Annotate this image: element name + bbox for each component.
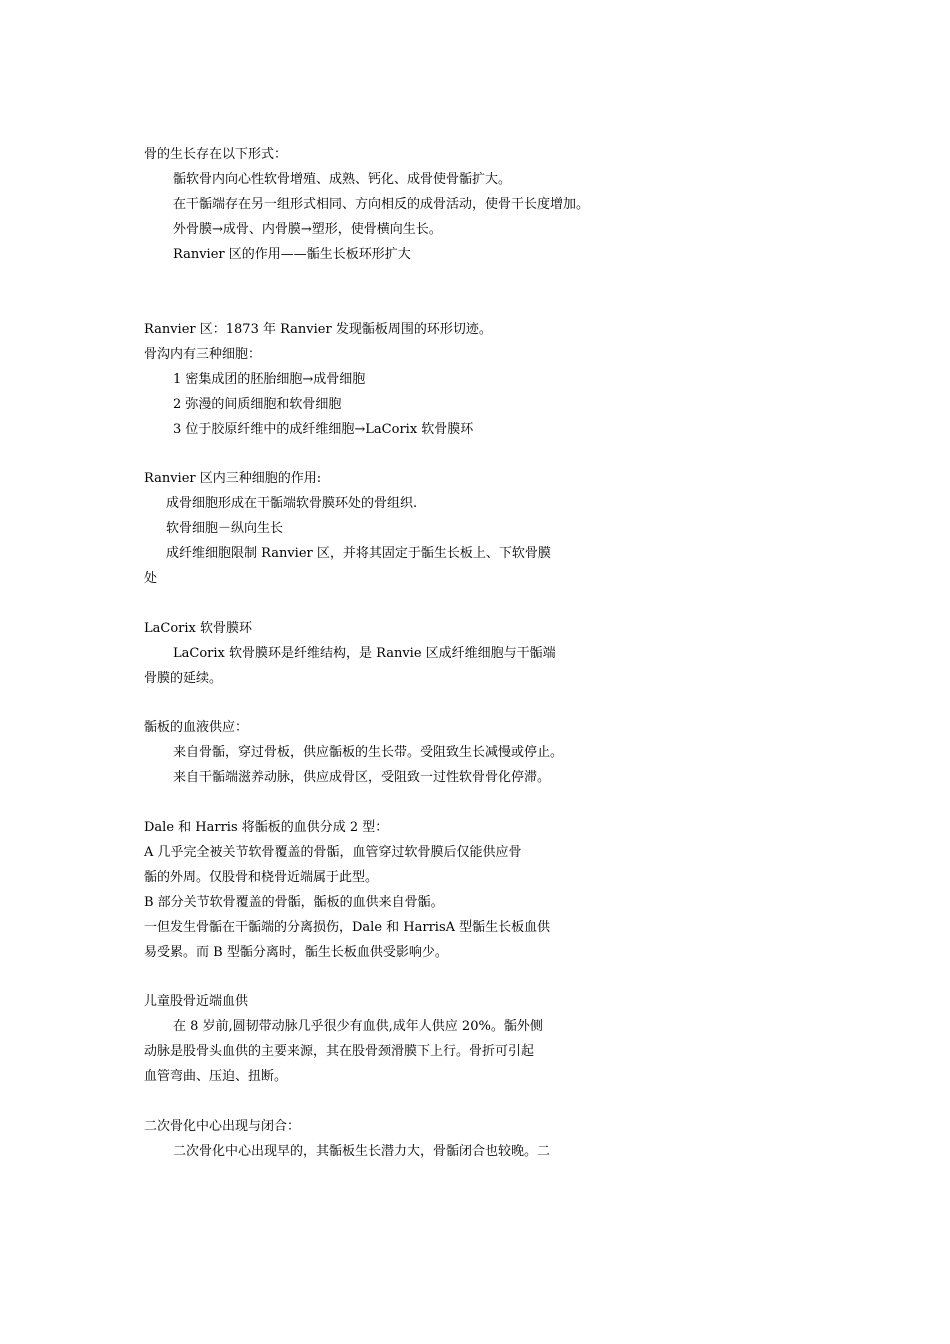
text-line: 成骨细胞形成在干骺端软骨膜环处的骨组织. <box>166 496 418 511</box>
text-line: 骺软骨内向心性软骨增殖、成熟、钙化、成骨使骨骺扩大。 <box>173 172 512 187</box>
text-line: 易受累。而 B 型骺分离时，骺生长板血供受影响少。 <box>144 945 448 960</box>
text-line: Ranvier 区内三种细胞的作用: <box>144 471 322 486</box>
text-line: 处 <box>144 571 158 586</box>
text-line: 1 密集成团的胚胎细胞→成骨细胞 <box>173 372 366 387</box>
text-line: 2 弥漫的间质细胞和软骨细胞 <box>173 397 342 412</box>
text-line: B 部分关节软骨覆盖的骨骺，骺板的血供来自骨骺。 <box>144 895 444 910</box>
text-line: LaCorix 软骨膜环 <box>144 621 252 636</box>
text-line: 骨沟内有三种细胞： <box>144 347 262 362</box>
text-line: 骺的外周。仅股骨和桡骨近端属于此型。 <box>144 870 379 885</box>
text-line: 在干骺端存在另一组形式相同、方向相反的成骨活动，使骨干长度增加。 <box>173 197 590 212</box>
text-line: 来自干骺端滋养动脉，供应成骨区，受阻致一过性软骨骨化停滞。 <box>173 770 551 785</box>
text-line: A 几乎完全被关节软骨覆盖的骨骺，血管穿过软骨膜后仅能供应骨 <box>144 845 522 860</box>
text-line: 成纤维细胞限制 Ranvier 区，并将其固定于骺生长板上、下软骨膜 <box>166 546 551 561</box>
text-line: LaCorix 软骨膜环是纤维结构，是 Ranvie 区成纤维细胞与干骺端 <box>173 646 556 661</box>
text-line: 动脉是股骨头血供的主要来源，其在股骨颈滑膜下上行。骨折可引起 <box>144 1044 535 1059</box>
text-line: Dale 和 Harris 将骺板的血供分成 2 型： <box>144 820 389 835</box>
text-line: 3 位于胶原纤维中的成纤维细胞→LaCorix 软骨膜环 <box>173 422 474 437</box>
text-line: 来自骨骺，穿过骨板，供应骺板的生长带。受阻致生长减慢或停止。 <box>173 745 564 760</box>
text-line: 二次骨化中心出现与闭合： <box>144 1119 301 1134</box>
text-line: 在 8 岁前,圆韧带动脉几乎很少有血供,成年人供应 20%。骺外侧 <box>173 1019 543 1034</box>
text-line: 一但发生骨骺在干骺端的分离损伤，Dale 和 HarrisA 型骺生长板血供 <box>144 920 551 935</box>
text-line: Ranvier 区：1873 年 Ranvier 发现骺板周围的环形切迹。 <box>144 322 492 337</box>
text-line: 骨膜的延续。 <box>144 671 223 686</box>
text-line: 儿童股骨近端血供 <box>144 994 249 1009</box>
text-line: Ranvier 区的作用——骺生长板环形扩大 <box>173 247 411 262</box>
text-line: 外骨膜→成骨、内骨膜→塑形，使骨横向生长。 <box>173 222 442 237</box>
text-line: 二次骨化中心出现早的，其骺板生长潜力大，骨骺闭合也较晚。二 <box>173 1144 551 1159</box>
text-line: 软骨细胞－纵向生长 <box>166 521 284 536</box>
text-line: 骺板的血液供应： <box>144 720 249 735</box>
text-line: 骨的生长存在以下形式： <box>144 147 288 162</box>
text-line: 血管弯曲、压迫、扭断。 <box>144 1069 288 1084</box>
